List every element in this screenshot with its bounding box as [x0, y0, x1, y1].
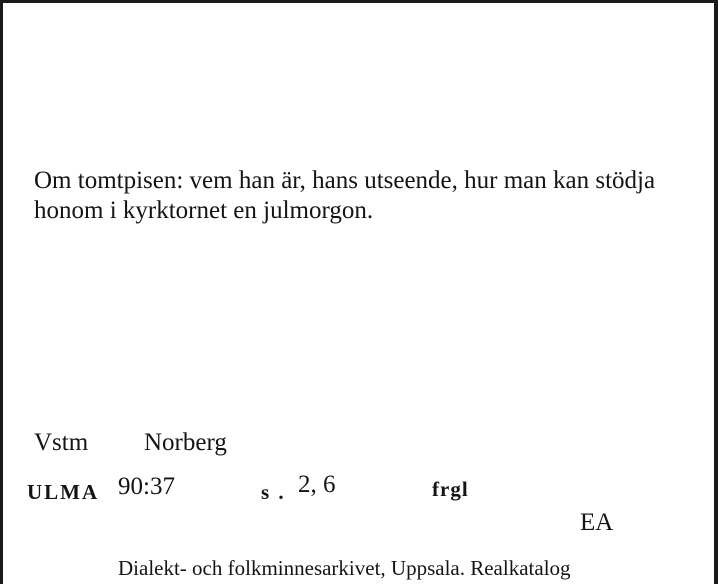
parish-label: Norberg [144, 429, 227, 456]
card-description: Om tomtpisen: vem han är, hans utseende, hur man kan stödja honom i kyrktornet en julmorgon. [34, 167, 656, 224]
page-prefix: s . [261, 480, 286, 504]
card-top-edge [0, 0, 718, 3]
initials: EA [580, 509, 614, 536]
card-right-edge [714, 0, 718, 584]
record-number: 90:37 [118, 473, 175, 500]
page-numbers: 2, 6 [298, 471, 336, 498]
province-label: Vstm [34, 429, 89, 456]
archive-code: ULMA [27, 480, 100, 504]
category-code: frgl [432, 477, 469, 501]
archive-footer: Dialekt- och folkminnesarkivet, Uppsala. Realkatalog [118, 556, 571, 580]
card-left-edge [0, 0, 3, 584]
